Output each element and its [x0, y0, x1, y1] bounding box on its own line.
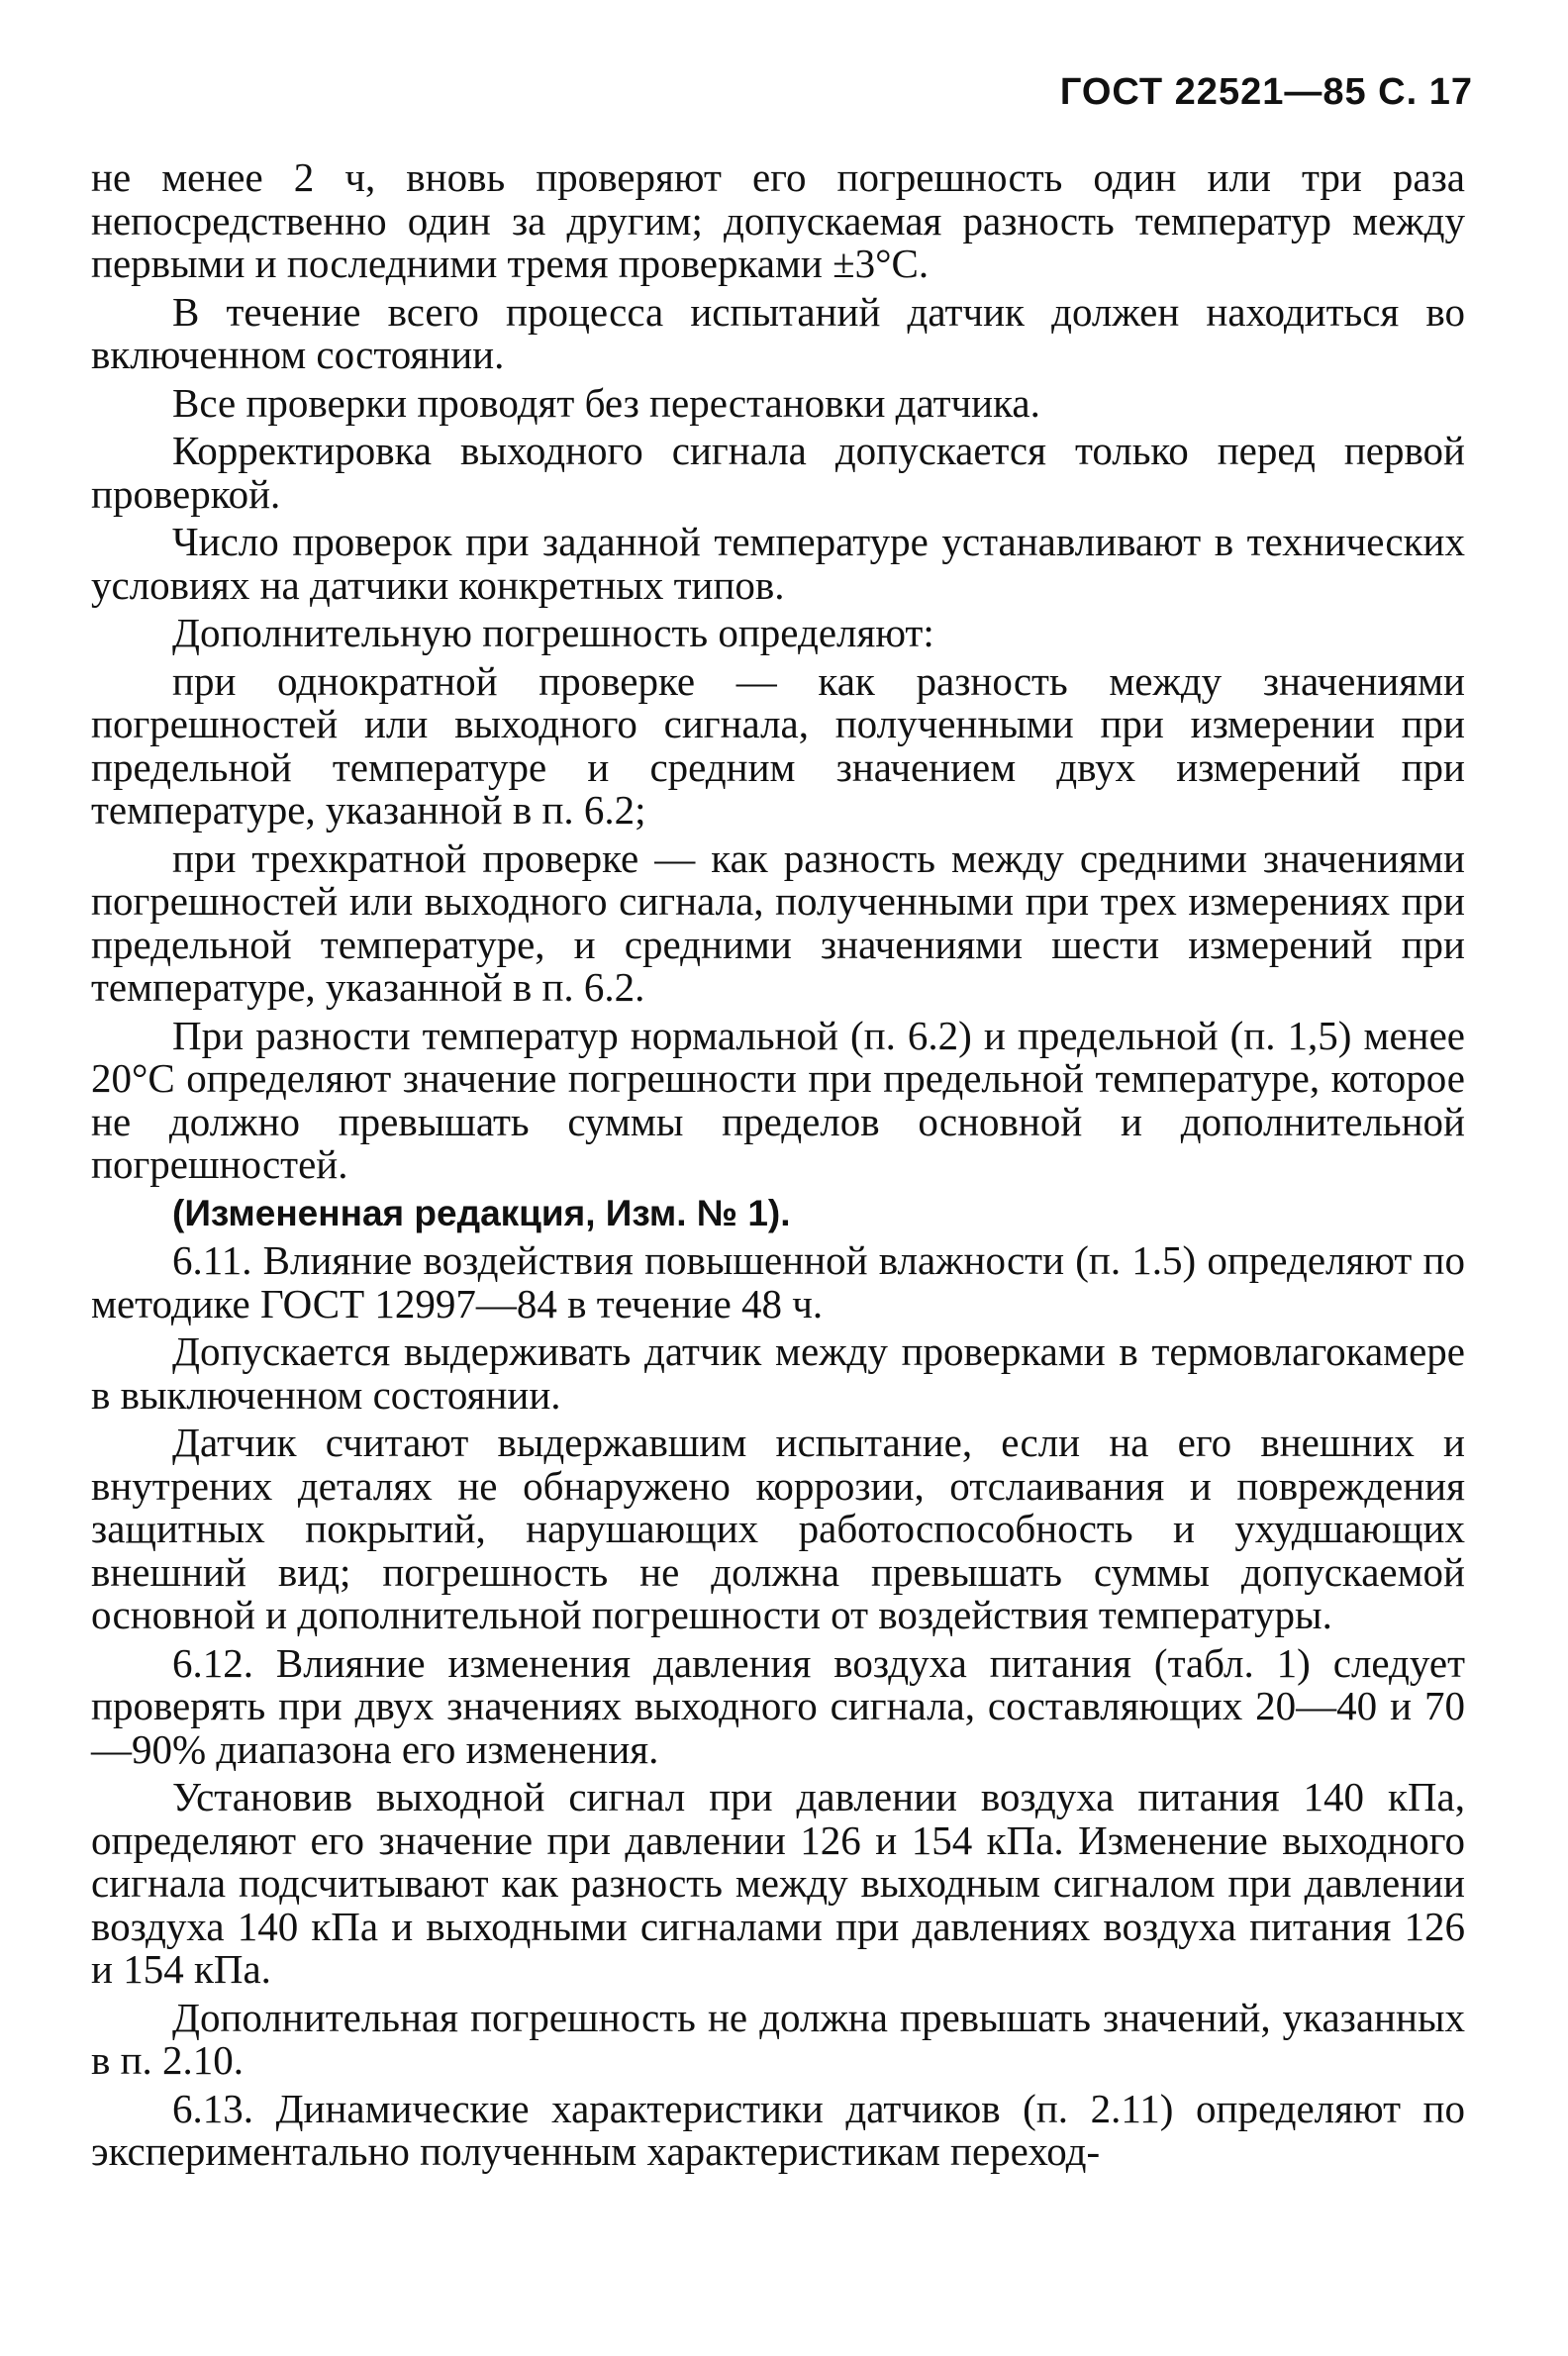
paragraph-signal-correction: Корректировка выходного сигнала допускается только перед первой проверкой.: [91, 428, 1465, 517]
paragraph-temperature-difference: При разности температур нормальной (п. 6.2) и предельной (п. 1,5) менее 20°С определяют значение погрешности при предельной температуре, которое не должно превышать суммы пределов основной и дополнительной погрешностей.: [91, 1012, 1465, 1187]
paragraph-triple-check: при трехкратной проверке — как разность между средними значениями погрешностей или выходного сигнала, полученными при трех измерениях при предельной температуре, и средними значениями шести измерений при температуре, указанной в п. 6.2.: [91, 834, 1465, 1010]
section-6-12: 6.12. Влияние изменения давления воздуха питания (табл. 1) следует проверять при двух значениях выходного сигнала, составляющих 20—40 и 70—90% диапазона его изменения.: [91, 1639, 1465, 1772]
paragraph-sensor-state: В течение всего процесса испытаний датчик должен находиться во включенном состоянии.: [91, 288, 1465, 377]
paragraph-supply-pressure: Установив выходной сигнал при давлении воздуха питания 140 кПа, определяют его значение при давлении 126 и 154 кПа. Изменение выходного сигнала подсчитывают как разность между выходным сигналом при давлении воздуха 140 кПа и выходными сигналами при давлениях воздуха питания 126 и 154 кПа.: [91, 1774, 1465, 1992]
paragraph-additional-error: Дополнительную погрешность определяют:: [172, 610, 934, 655]
running-header: ГОСТ 22521—85 С. 17: [1059, 71, 1473, 113]
paragraph-continuation: не менее 2 ч, вновь проверяют его погрешность один или три раза непосредственно один за другим; допускаемая разность температур между первыми и последними тремя проверками ±3°С.: [91, 154, 1465, 286]
paragraph-number-of-checks: Число проверок при заданной температуре устанавливают в технических условиях на датчики конкретных типов.: [91, 519, 1465, 608]
paragraph-single-check: при однократной проверке — как разность между значениями погрешностей или выходного сигнала, полученными при измерении при предельной температуре и средним значением двух измерений при температуре, указанной в п. 6.2;: [91, 657, 1465, 833]
body-text: [91, 156, 1465, 2179]
paragraph-humidity-chamber: Допускается выдерживать датчик между проверками в термовлагокамере в выключенном состоянии.: [91, 1328, 1465, 1418]
paragraph-no-repositioning: Все проверки проводят без перестановки датчика.: [172, 379, 1040, 426]
amendment-note: (Измененная редакция, Изм. № 1).: [172, 1192, 791, 1233]
paragraph-test-passed: Датчик считают выдержавшим испытание, если на его внешних и внутрених деталях не обнаружено коррозии, отслаивания и повреждения защитных покрытий, нарушающих работоспособность и ухудшающих внешний вид; погрешность не должна превышать суммы допускаемой основной и дополнительной погрешности от воздействия температуры.: [91, 1420, 1465, 1637]
paragraph-error-limit: Дополнительная погрешность не должна превышать значений, указанных в п. 2.10.: [91, 1994, 1465, 2083]
section-6-11: 6.11. Влияние воздействия повышенной влажности (п. 1.5) определяют по методике ГОСТ 12997—84 в течение 48 ч.: [91, 1237, 1465, 1326]
section-6-13: 6.13. Динамические характеристики датчиков (п. 2.11) определяют по экспериментально полученным характеристикам переход-: [91, 2085, 1465, 2174]
